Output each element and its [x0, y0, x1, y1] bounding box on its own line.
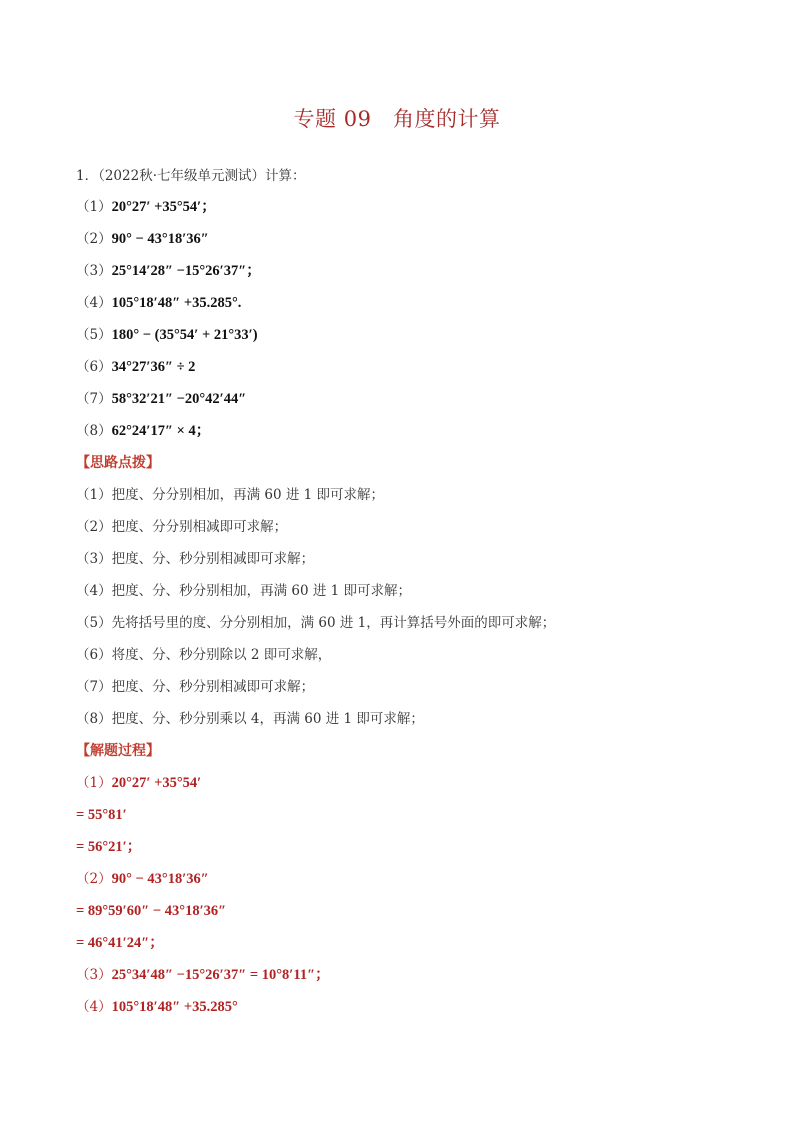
solution-line: [76, 902, 226, 920]
question-item: [76, 262, 261, 280]
solution-expression: 90° − 43°18′36″: [111, 871, 209, 887]
item-number: （3）: [76, 263, 112, 279]
item-expression: 105°18′48″ +35.285°.: [111, 295, 242, 311]
question-intro-text: 1．（2022秋·七年级单元测试）计算：: [76, 168, 306, 184]
page-title: 专题 09 角度的计算: [293, 107, 501, 131]
item-expression: 180° − (35°54′ + 21°33′): [111, 327, 258, 343]
solution-expression: 20°27′ +35°54′: [111, 775, 202, 791]
solution-line: [76, 774, 201, 792]
question-item: [76, 294, 241, 312]
solution-expression: = 89°59′60″ − 43°18′36″: [76, 903, 227, 919]
solution-expression: = 56°21′；: [76, 839, 142, 855]
solution-line: [76, 966, 330, 984]
hint-item: （3）把度、分、秒分别相减即可求解；: [76, 551, 315, 567]
item-number: （8）: [76, 423, 112, 439]
hint-item: （6）将度、分、秒分别除以 2 即可求解，: [76, 647, 332, 663]
solution-expression: = 46°41′24″；: [76, 935, 164, 951]
question-item: [76, 198, 216, 216]
solution-expression: 25°34′48″ −15°26′37″ = 10°8′11″；: [111, 967, 330, 983]
question-item: [76, 390, 246, 408]
hint-item: （2）把度、分分别相减即可求解；: [76, 519, 288, 535]
solution-line: [76, 838, 141, 856]
hint-item: （4）把度、分、秒分别相加，再满 60 进 1 即可求解；: [76, 583, 412, 599]
solution-line: [76, 806, 127, 824]
solution-expression: = 55°81′: [76, 807, 127, 823]
item-expression: 58°32′21″ −20°42′44″: [111, 391, 247, 407]
solution-number: （4）: [76, 999, 112, 1015]
item-expression: 25°14′28″ −15°26′37″；: [111, 263, 261, 279]
hint-item: （1）把度、分分别相加，再满 60 进 1 即可求解；: [76, 487, 385, 503]
solution-number: （1）: [76, 775, 112, 791]
solution-number: （3）: [76, 967, 112, 983]
question-item: [76, 422, 210, 440]
solution-number: （2）: [76, 871, 112, 887]
item-expression: 62°24′17″ × 4；: [111, 423, 211, 439]
solution-line: [76, 934, 164, 952]
item-number: （6）: [76, 359, 112, 375]
question-item: [76, 358, 195, 376]
item-expression: 34°27′36″ ÷ 2: [111, 359, 196, 375]
hint-item: （8）把度、分、秒分别乘以 4，再满 60 进 1 即可求解；: [76, 711, 424, 727]
hints-heading: 【思路点拨】: [76, 455, 160, 471]
item-number: （4）: [76, 295, 112, 311]
question-item: [76, 230, 209, 248]
solution-line: [76, 998, 238, 1016]
question-intro: [76, 167, 306, 185]
solution-heading: 【解题过程】: [76, 743, 160, 759]
item-number: （2）: [76, 231, 112, 247]
item-number: （5）: [76, 327, 112, 343]
solution-line: [76, 870, 209, 888]
item-expression: 20°27′ +35°54′；: [111, 199, 216, 215]
hint-item: （7）把度、分、秒分别相减即可求解；: [76, 679, 315, 695]
item-number: （1）: [76, 199, 112, 215]
item-number: （7）: [76, 391, 112, 407]
solution-expression: 105°18′48″ +35.285°: [111, 999, 238, 1015]
question-item: [76, 326, 258, 344]
hint-item: （5）先将括号里的度、分分别相加，满 60 进 1，再计算括号外面的即可求解；: [76, 615, 556, 631]
item-expression: 90° − 43°18′36″: [111, 231, 209, 247]
